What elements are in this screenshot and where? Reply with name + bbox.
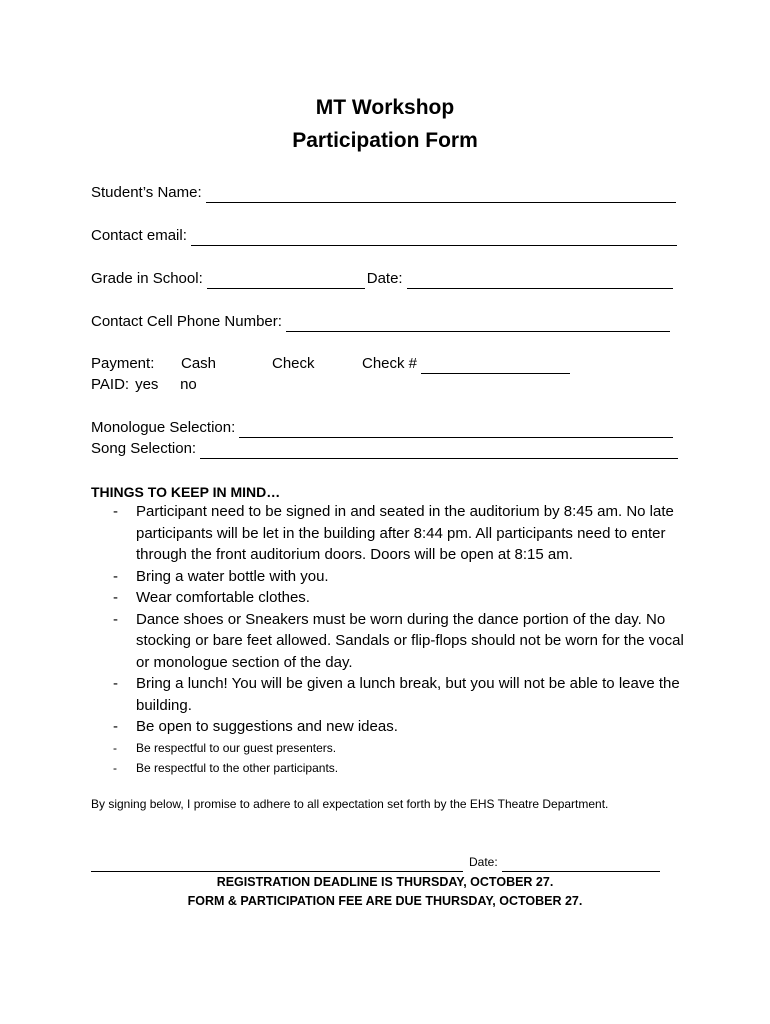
paid-row	[91, 374, 197, 395]
list-item: - Be respectful to the other participants.	[91, 758, 691, 778]
payment-cash-option[interactable]: Cash	[181, 355, 217, 372]
student-name-label: Student’s Name:	[91, 184, 202, 201]
contact-email-field[interactable]	[191, 231, 677, 246]
paid-no-option[interactable]: no	[180, 376, 197, 393]
check-number-field[interactable]	[421, 359, 570, 374]
monologue-field[interactable]	[239, 423, 673, 438]
song-label: Song Selection:	[91, 440, 197, 457]
signature-date-field[interactable]	[502, 857, 660, 872]
contact-email-row	[91, 225, 677, 246]
list-item: - Dance shoes or Sneakers must be worn during the dance portion of the day. No stocking or bare feet allowed. Sandals or flip-flops should not be worn for the vocal or monologue section of the day.	[91, 609, 691, 674]
grade-field[interactable]	[207, 274, 365, 289]
song-row	[91, 438, 678, 459]
list-item: - Wear comfortable clothes.	[91, 587, 691, 609]
list-item: - Be open to suggestions and new ideas.	[91, 716, 691, 738]
form-title-line2: Participation Form	[292, 129, 478, 152]
grade-label: Grade in School:	[91, 270, 203, 287]
grade-date-row	[91, 268, 673, 289]
student-name-row	[91, 182, 676, 203]
check-number-label: Check #	[362, 355, 418, 372]
list-item: - Be respectful to our guest presenters.	[91, 738, 691, 758]
paid-label: PAID:	[91, 376, 130, 393]
cell-phone-label: Contact Cell Phone Number:	[91, 313, 282, 330]
cell-phone-row	[91, 311, 670, 332]
form-title-line1: MT Workshop	[315, 96, 455, 119]
cell-phone-field[interactable]	[286, 317, 670, 332]
paid-yes-option[interactable]: yes	[135, 376, 159, 393]
signature-date-label: Date:	[469, 855, 498, 869]
promise-text: By signing below, I promise to adhere to all expectation set forth by the EHS Theatre Department.	[91, 797, 609, 811]
list-item: - Bring a lunch! You will be given a lunch break, but you will not be able to leave the building.	[91, 673, 691, 716]
deadline-line1: REGISTRATION DEADLINE IS THURSDAY, OCTOBER 27.	[216, 875, 554, 889]
student-name-field[interactable]	[206, 188, 676, 203]
things-heading: THINGS TO KEEP IN MIND…	[91, 484, 281, 500]
song-field[interactable]	[200, 444, 678, 459]
payment-check-option[interactable]: Check	[272, 355, 315, 372]
deadline-line2: FORM & PARTICIPATION FEE ARE DUE THURSDAY, OCTOBER 27.	[187, 894, 583, 908]
date-field[interactable]	[407, 274, 673, 289]
list-item: - Participant need to be signed in and seated in the auditorium by 8:45 am. No late participants will be let in the building after 8:44 pm. All participants need to enter through the front auditorium doors. Doors will be open at 8:15 am.	[91, 501, 691, 566]
monologue-row	[91, 417, 673, 438]
rules-list	[91, 501, 691, 778]
date-label: Date:	[366, 270, 403, 287]
payment-row	[91, 353, 570, 374]
signature-row	[91, 853, 660, 872]
monologue-label: Monologue Selection:	[91, 419, 236, 436]
contact-email-label: Contact email:	[91, 227, 187, 244]
list-item: - Bring a water bottle with you.	[91, 566, 691, 588]
payment-label: Payment:	[91, 355, 155, 372]
signature-field[interactable]	[91, 857, 463, 872]
